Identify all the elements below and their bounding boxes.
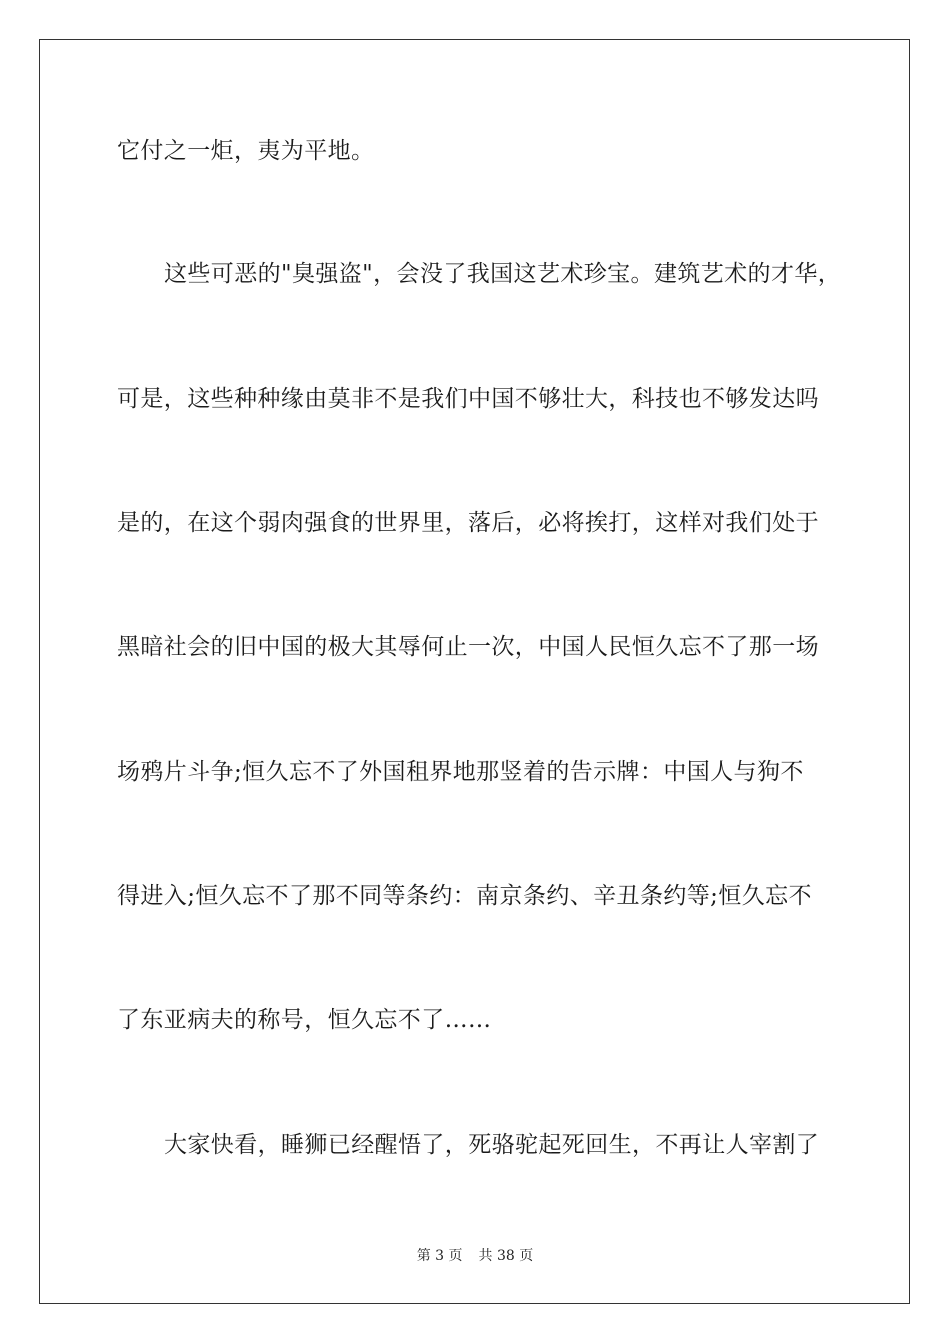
page-footer [0,1247,950,1265]
text-line-9: 大家快看，睡狮已经醒悟了，死骆驼起死回生，不再让人宰割了 [164,1132,820,1158]
text-line-7: 得进入;恒久忘不了那不同等条约：南京条约、辛丑条约等;恒久忘不 [117,883,812,909]
page-border [39,39,910,1304]
total-pages: 共 38 页 [478,1248,534,1264]
text-line-8: 了东亚病夫的称号，恒久忘不了…… [117,1007,492,1033]
text-line-1: 它付之一炬，夷为平地。 [117,138,375,164]
text-line-2: 这些可恶的"臭强盗"，会没了我国这艺术珍宝。建筑艺术的才华， [164,261,842,287]
text-line-4: 是的，在这个弱肉强食的世界里，落后，必将挨打，这样对我们处于 [117,510,819,536]
text-line-3: 可是，这些种种缘由莫非不是我们中国不够壮大，科技也不够发达吗 [117,386,819,412]
text-line-5: 黑暗社会的旧中国的极大其辱何止一次，中国人民恒久忘不了那一场 [117,634,819,660]
page-number: 第 3 页 [416,1248,463,1264]
text-line-6: 场鸦片斗争;恒久忘不了外国租界地那竖着的告示牌：中国人与狗不 [117,759,804,785]
